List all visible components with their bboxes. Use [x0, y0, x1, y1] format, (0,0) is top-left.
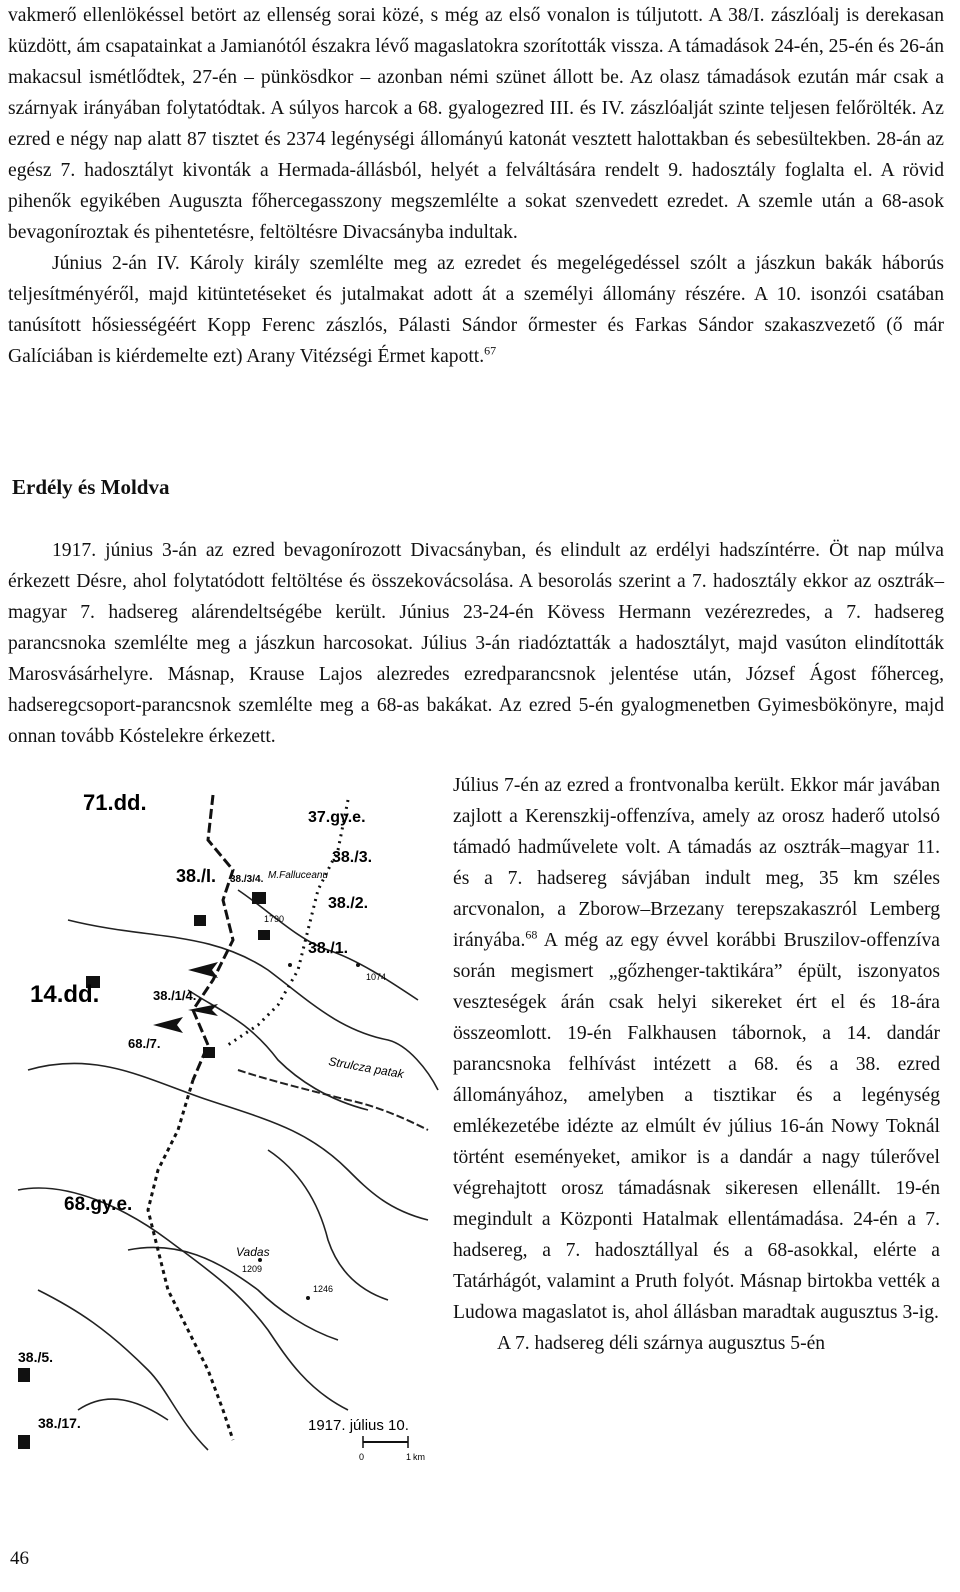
map-label-38-17: 38./17. — [38, 1415, 81, 1431]
map-label-38-1-4: 38./1/4. — [153, 988, 197, 1003]
paragraph-4 — [453, 770, 940, 1328]
body-text-side — [453, 770, 940, 1359]
map-label-creek: Strulcza patak — [327, 1054, 405, 1082]
map-label-vadas: Vadas — [236, 1245, 270, 1259]
paragraph-1: vakmerő ellenlökéssel betört az ellenség sorai közé, s még az első vonalon is túljutott. A 38/I. zászlóalj is derekasan küzdött, ám csapatainkat a Jamianótól északra lévő magaslatokra szorították vissza. A támadások 24-én, 25-én és 26-án makacsul ismétlődtek, 27-én – pünkösdkor – azonban némi szünet állott be. Az olasz támadások ezután már csak a szárnyak irányában folytatódtak. A súlyos harcok a 68. gyalogezred III. és IV. zászlóalját szinte teljesen felőrölték. Az ezred e négy nap alatt 87 tisztet és 2374 legénységi állományú katonát vesztett halottakban és sebesültekben. 28-án az egész 7. hadosztályt kivonták a Hermada-állásból, helyét a felváltására rendelt 9. hadosztály foglalta el. A rövid pihenők egyikében Auguszta főhercegasszony megszemlélte a sokat szenvedett ezredet. A szemle után a 68-asok bevagoníroztak és pihentetésre, feltöltésre Divacsányba indultak. — [8, 5, 944, 243]
paragraph-5: A 7. hadsereg déli szárnya augusztus 5-én — [497, 1333, 826, 1354]
map-label-h1074: 1074 — [366, 972, 387, 982]
map-label-h1790: 1790 — [264, 914, 285, 924]
footnote-ref-68: 68 — [525, 927, 538, 942]
map-label-37gye: 37.gy.e. — [308, 809, 366, 826]
page-number: 46 — [10, 1548, 29, 1569]
map-scale-bar — [359, 1436, 425, 1462]
map-label-38-1: 38./1. — [308, 940, 349, 957]
paragraph-2-text: Június 2-án IV. Károly király szemlélte meg az ezredet és megelégedéssel szólt a jászkun bakák háborús teljesítményéről, majd kitüntetéseket és jutalmakat adott át a személyi állomány részére. A 10. isonzói csatában tanúsított hősiességéért Kopp Ferenc zászlós, Pálasti Sándor őrmester és Farkas Sándor szakaszvezető (ő már Galíciában is kiérdemelte ezt) Arany Vitézségi Érmet kapott. — [8, 253, 944, 367]
map-label-38-5: 38./5. — [18, 1349, 54, 1365]
map-label-38-1-top: 38./I. — [176, 866, 217, 886]
paragraph-4-text-b: A még az egy évvel korábbi Bruszilov-offenzíva során megismert „gőzhenger-taktikára” épült, iszonyatos veszteségek árán csak helyi sikereket ért el és 18-ára összeomlott. 19-én Falkhausen tábornok, a 14. dandár parancsnoka felhívást intézett a 68. és a 38. ezred állományához, amelyben a tisztikar és a legénység emlékezetébe idézte az elmúlt év július 16-án Nowy Toknál történt eseményeket, amikor is a dandár a nagy túlerővel végrehajtott orosz támadásnak sikeresen ellenállt. 19-én megindult a Központi Hatalmak ellentámadása. 24-én a 7. hadsereg, a 7. hadosztállyal és a 68-asokkal, elérte a Tatárhágót, valamint a Pruth folyót. Másnap birtokba vették a Ludowa magaslatot is, ahol állásban maradtak augusztus 3-ig. — [453, 930, 940, 1323]
map-scale-one: 1 — [406, 1452, 412, 1462]
paragraph-3: 1917. június 3-án az ezred bevagonírozott Divacsányban, és elindult az erdélyi hadszíntérre. Öt nap múlva érkezett Désre, ahol folytatódott feltöltése és összekovácsolása. A besorolás szerint a 7. hadosztály ekkor az osztrák–magyar 7. hadsereg alárendeltségébe került. Június 23-24-én Kövess Hermann vezérezredes, a 7. hadsereg parancsnoka szemlélte meg a jászkun harcosokat. Július 3-án riadóztatták a hadosztályt, majd vasúton elindították Marosvásárhelyre. Másnap, Krause Lajos alezredes ezredparancsnok jelentése után, József Ágost főherceg, hadseregcsoport-parancsnok szemlélte meg a 68-as bakákat. Az ezred 5-én gyalogmenetben Gyimesbökönyre, majd onnan tovább Kóstelekre érkezett. — [8, 540, 944, 747]
body-text-middle — [8, 535, 944, 752]
section-heading: Erdély és Moldva — [12, 475, 170, 499]
map-label-14dd: 14.dd. — [30, 981, 100, 1008]
battle-map — [8, 770, 444, 1462]
paragraph-2 — [8, 248, 944, 372]
map-date-caption: 1917. július 10. — [308, 1417, 409, 1434]
map-label-38-2: 38./2. — [328, 895, 369, 912]
map-scale-km: km — [413, 1452, 425, 1462]
map-label-38-3: 38./3. — [332, 849, 373, 866]
map-label-38-3-4: 38./3/4. — [230, 874, 264, 885]
body-text-top — [8, 0, 944, 372]
footnote-ref-67: 67 — [484, 343, 497, 358]
map-scale-zero: 0 — [359, 1452, 365, 1462]
map-label-h1209: 1209 — [242, 1264, 263, 1274]
map-label-71dd: 71.dd. — [83, 790, 147, 815]
map-label-68-7: 68./7. — [128, 1036, 161, 1051]
map-label-68gye: 68.gy.e. — [64, 1194, 133, 1215]
map-label-h1246: 1246 — [313, 1284, 334, 1294]
paragraph-4-text-a: Július 7-én az ezred a frontvonalba került. Ekkor már javában zajlott a Kerenszkij-offenzíva, amely az orosz haderő utolsó támadó hadművelete volt. A támadás az osztrák–magyar 11. és a 7. hadsereg sávjában indult meg, 35 km széles arcvonalon, a Zborow–Brzezany terepszakaszról Lemberg irányába. — [453, 775, 940, 951]
map-label-m-falluceanu: M.Falluceanu — [268, 870, 329, 881]
